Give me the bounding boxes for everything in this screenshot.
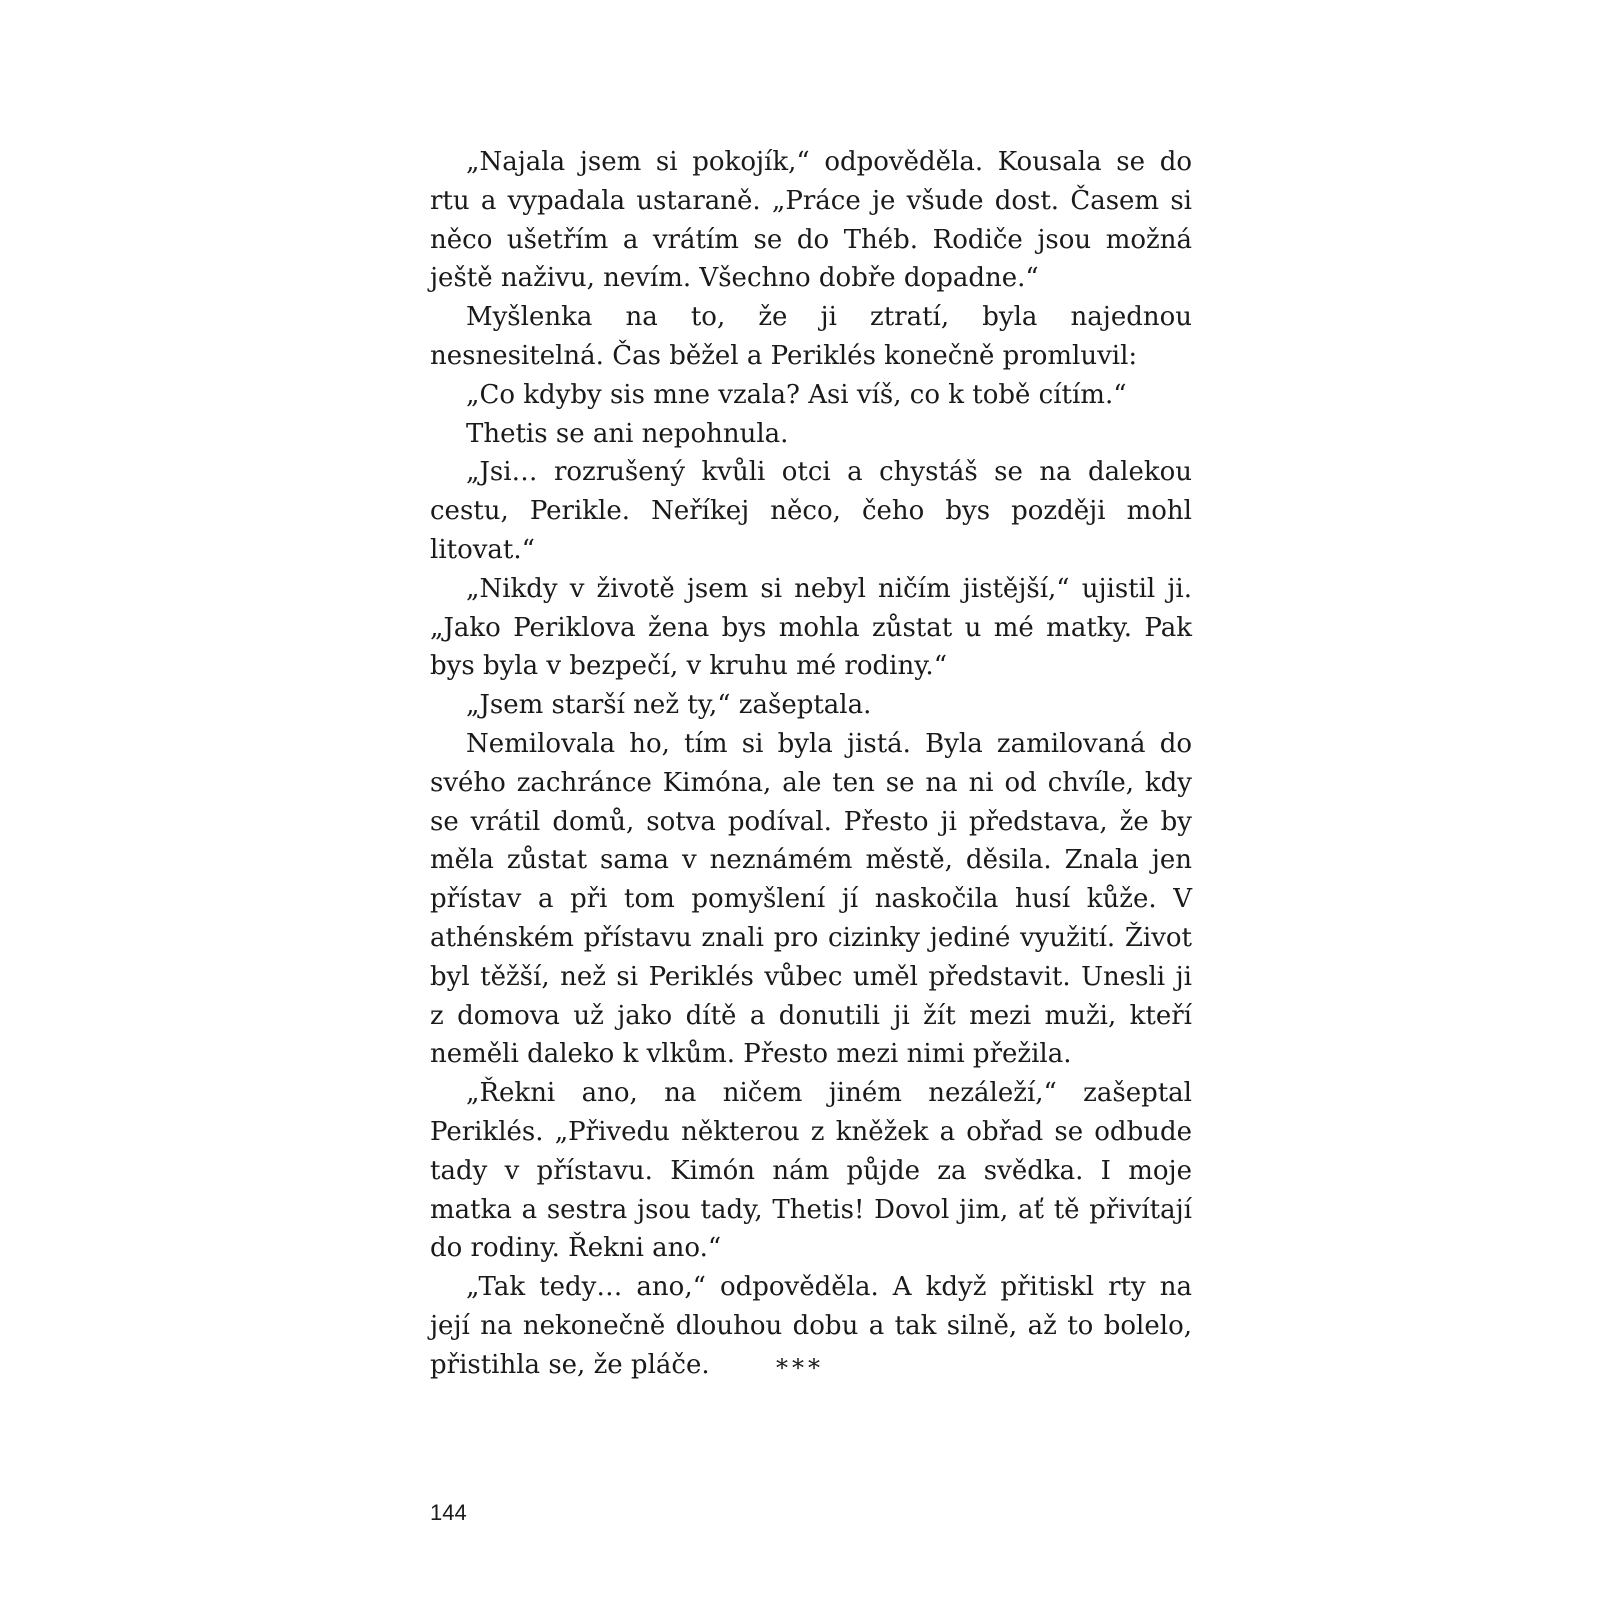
paragraph: „Nikdy v životě jsem si nebyl ničím jistější,“ ujistil ji. „Jako Periklova žena bys mohla zůstat u mé matky. Pak bys byla v bezpečí, v kruhu mé rodiny.“ xyxy=(430,573,1192,682)
paragraph: Nemilovala ho, tím si byla jistá. Byla zamilovaná do svého zachránce Kimóna, ale ten se na ni od chvíle, kdy se vrátil domů, sotva podíval. Přesto ji představa, že by měla zůstat sama v neznámém městě, děsila. Znala jen přístav a při tom pomyšlení jí naskočila husí kůže. V athénském přístavu znali pro cizinky jediné využití. Život byl těžší, než si Periklés vůbec uměl představit. Unesli ji z domova už jako dítě a donutili ji žít mezi muži, kteří neměli daleko k vlkům. Přesto mezi nimi přežila. xyxy=(430,728,1192,1070)
paragraph: „Jsem starší než ty,“ zašeptala. xyxy=(466,690,872,721)
page-number: 144 xyxy=(430,1500,467,1525)
paragraph: „Najala jsem si pokojík,“ odpověděla. Kousala se do rtu a vypadala ustaraně. „Práce je všude dost. Časem si něco ušetřím a vrátím se do Théb. Rodiče jsou možná ještě naživu, nevím. Všechno dobře dopadne.“ xyxy=(430,147,1192,294)
paragraph: „Tak tedy… ano,“ odpověděla. A když přitiskl rty na její na nekonečně dlouhou dobu a tak silně, až to bolelo, přistihla se, že pláče. xyxy=(430,1272,1192,1380)
section-separator: *** xyxy=(776,1354,824,1382)
paragraph: „Řekni ano, na ničem jiném nezáleží,“ zašeptal Periklés. „Přivedu některou z kněžek a obřad se odbude tady v přístavu. Kimón nám půjde za svědka. I moje matka a sestra jsou tady, Thetis! Dovol jim, ať tě přivítají do rodiny. Řekni ano.“ xyxy=(430,1078,1192,1264)
paragraph: Myšlenka na to, že ji ztratí, byla najednou nesnesitelná. Čas běžel a Periklés konečně promluvil: xyxy=(430,302,1192,371)
body-text xyxy=(430,143,1192,1385)
paragraph: „Co kdyby sis mne vzala? Asi víš, co k tobě cítím.“ xyxy=(466,379,1127,410)
paragraph: Thetis se ani nepohnula. xyxy=(466,418,789,449)
paragraph: „Jsi… rozrušený kvůli otci a chystáš se na dalekou cestu, Perikle. Neříkej něco, čeho bys později mohl litovat.“ xyxy=(430,457,1192,565)
